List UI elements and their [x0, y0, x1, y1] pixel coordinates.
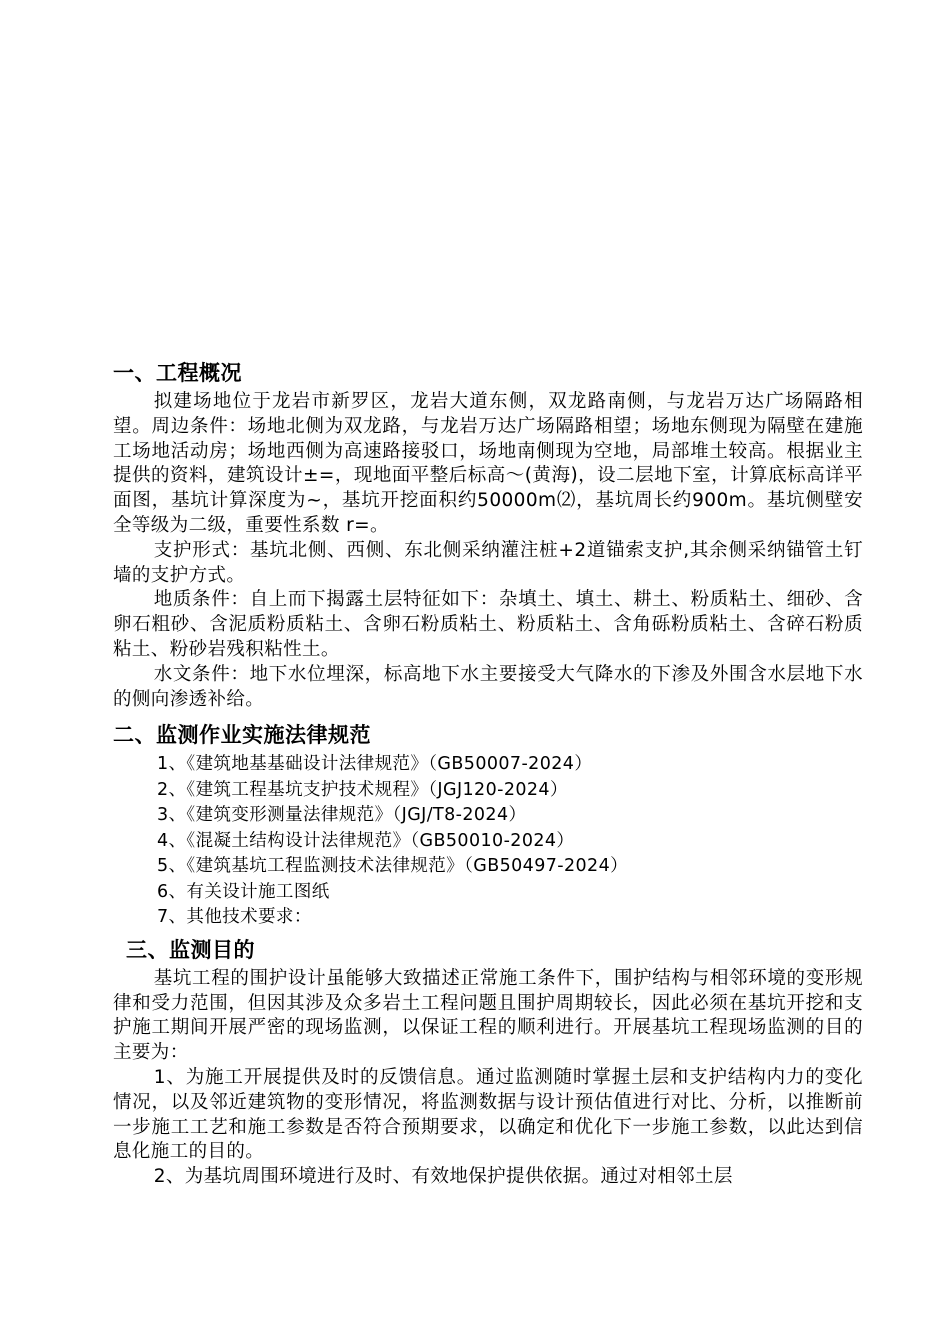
standards-list: [113, 752, 863, 931]
list-item: 5、《建筑基坑工程监测技术法律规范》（GB50497-2024）: [157, 856, 629, 877]
paragraph-purpose-intro: 基坑工程的围护设计虽能够大致描述正常施工条件下，围护结构与相邻环境的变形规律和受力范围，但因其涉及众多岩土工程问题且围护周期较长，因此必须在基坑开挖和支护施工期间开展严密的现场监测，以保证工程的顺利进行。开展基坑工程现场监测的目的主要为：: [113, 967, 863, 1064]
section-project-overview: [113, 356, 863, 712]
list-item: 7、其他技术要求：: [157, 907, 312, 928]
paragraph-purpose-1: 1、为施工开展提供及时的反馈信息。通过监测随时掌握土层和支护结构内力的变化情况，以及邻近建筑物的变形情况，将监测数据与设计预估值进行对比、分析，以推断前一步施工工艺和施工参数是否符合预期要求，以确定和优化下一步施工参数，以此达到信息化施工的目的。: [113, 1067, 863, 1163]
list-item: 3、《建筑变形测量法律规范》（JGJ/T8-2024）: [157, 805, 527, 826]
paragraph-support-form: 支护形式：基坑北侧、西侧、东北侧采纳灌注桩+2道锚索支护,其余侧采纳锚管土钉墙的支护方式。: [113, 539, 863, 586]
section-title: 二、监测作业实施法律规范: [113, 723, 371, 748]
list-item: 4、《混凝土结构设计法律规范》（GB50010-2024）: [157, 830, 575, 851]
paragraph-geology: 地质条件：自上而下揭露土层特征如下：杂填土、填土、耕土、粉质粘土、细砂、含卵石粗砂、含泥质粉质粘土、含卵石粉质粘土、粉质粘土、含角砾粉质粘土、含碎石粉质粘土、粉砂岩残积粘性土。: [113, 589, 863, 660]
document-page: [113, 356, 863, 1190]
list-item: 6、有关设计施工图纸: [157, 881, 330, 902]
section-title: 一、工程概况: [113, 361, 242, 385]
paragraph-site-location: 拟建场地位于龙岩市新罗区，龙岩大道东侧，双龙路南侧，与龙岩万达广场隔路相望。周边条件：场地北侧为双龙路，与龙岩万达广场隔路相望；场地东侧现为隔壁在建施工场地活动房；场地西侧为高速路接驳口，场地南侧现为空地，局部堆土较高。根据业主提供的资料，建筑设计±=，现地面平整后标高～(黄海)，设二层地下室，计算底标高详平面图，基坑计算深度为~，基坑开挖面积约50000m⑵，基坑周长约900m。基坑侧壁安全等级为二级，重要性系数 r=。: [113, 391, 863, 536]
paragraph-purpose-2: 2、为基坑周围环境进行及时、有效地保护提供依据。通过对相邻土层: [153, 1166, 733, 1188]
paragraph-hydrology: 水文条件：地下水位埋深，标高地下水主要接受大气降水的下渗及外围含水层地下水的侧向渗透补给。: [113, 663, 863, 710]
section-monitoring-purpose: [113, 933, 863, 1190]
section-standards: [113, 718, 863, 931]
list-item: 1、《建筑地基基础设计法律规范》（GB50007-2024）: [157, 754, 593, 775]
section-title: 三、监测目的: [126, 937, 255, 962]
list-item: 2、《建筑工程基坑支护技术规程》（JGJ120-2024）: [157, 779, 568, 800]
